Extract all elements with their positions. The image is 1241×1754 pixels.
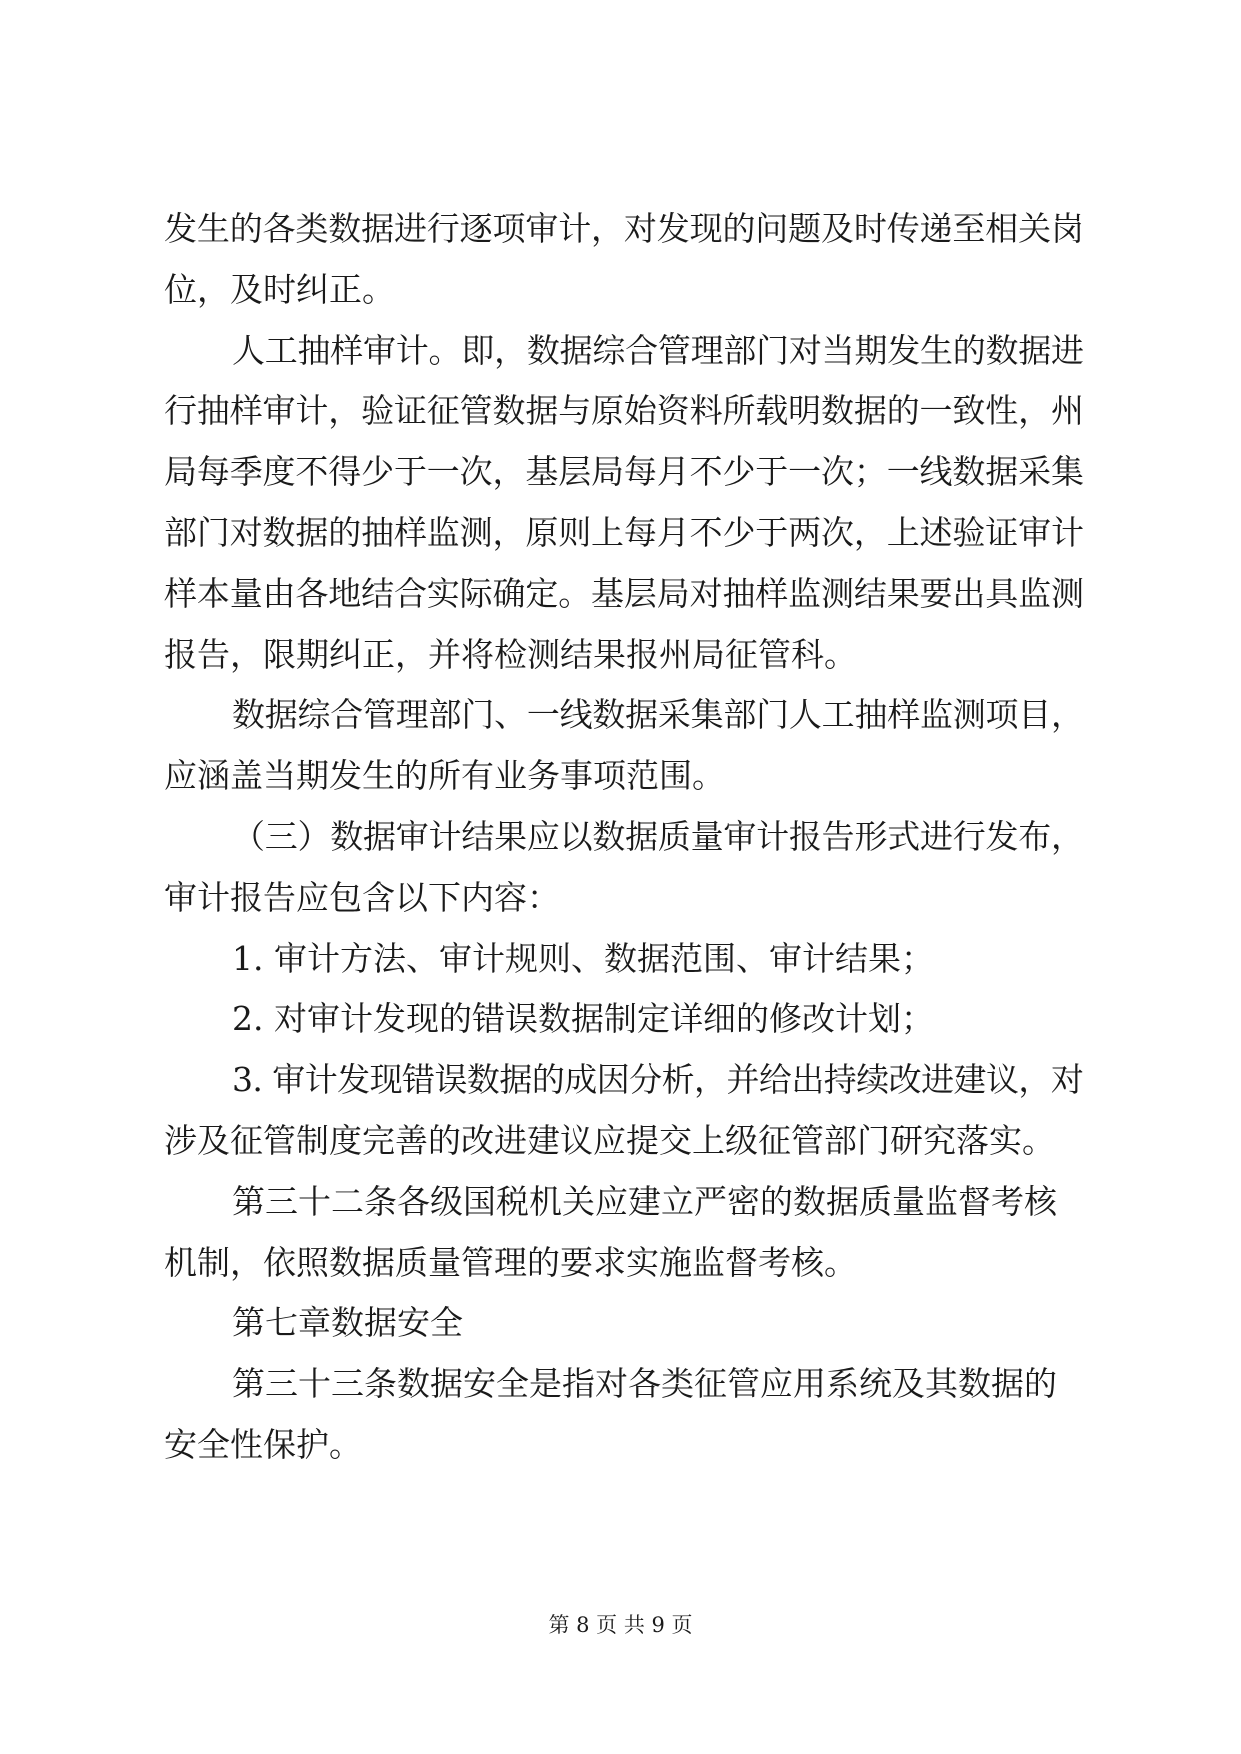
text-line: 安全性保护。 [164, 1425, 362, 1464]
text-line: 部门对数据的抽样监测，原则上每月不少于两次，上述验证审计 [164, 513, 1084, 552]
text-line: 发生的各类数据进行逐项审计，对发现的问题及时传递至相关岗 [164, 209, 1084, 248]
text-line: 3. 审计发现错误数据的成因分析，并给出持续改进建议，对 [232, 1060, 1084, 1099]
text-line: （三）数据审计结果应以数据质量审计报告形式进行发布， [232, 817, 1084, 856]
text-line: 样本量由各地结合实际确定。基层局对抽样监测结果要出具监测 [164, 574, 1084, 613]
text-line: 第七章数据安全 [232, 1303, 463, 1342]
text-line: 1. 审计方法、审计规则、数据范围、审计结果； [232, 939, 934, 978]
text-line: 人工抽样审计。即，数据综合管理部门对当期发生的数据进 [232, 331, 1084, 370]
text-line: 审计报告应包含以下内容： [164, 878, 560, 917]
text-line: 第三十三条数据安全是指对各类征管应用系统及其数据的 [232, 1364, 1057, 1403]
text-line: 位，及时纠正。 [164, 270, 395, 309]
text-line: 局每季度不得少于一次，基层局每月不少于一次；一线数据采集 [164, 452, 1084, 491]
text-line: 应涵盖当期发生的所有业务事项范围。 [164, 756, 725, 795]
text-line: 2. 对审计发现的错误数据制定详细的修改计划； [232, 999, 934, 1038]
text-line: 第三十二条各级国税机关应建立严密的数据质量监督考核 [232, 1182, 1057, 1221]
text-line: 行抽样审计，验证征管数据与原始资料所载明数据的一致性，州 [164, 391, 1084, 430]
text-line: 机制，依照数据质量管理的要求实施监督考核。 [164, 1243, 857, 1282]
text-line: 报告，限期纠正，并将检测结果报州局征管科。 [164, 635, 857, 674]
text-line: 涉及征管制度完善的改进建议应提交上级征管部门研究落实。 [164, 1121, 1055, 1160]
text-line: 数据综合管理部门、一线数据采集部门人工抽样监测项目， [232, 695, 1084, 734]
page-footer: 第 8 页 共 9 页 [548, 1613, 693, 1637]
